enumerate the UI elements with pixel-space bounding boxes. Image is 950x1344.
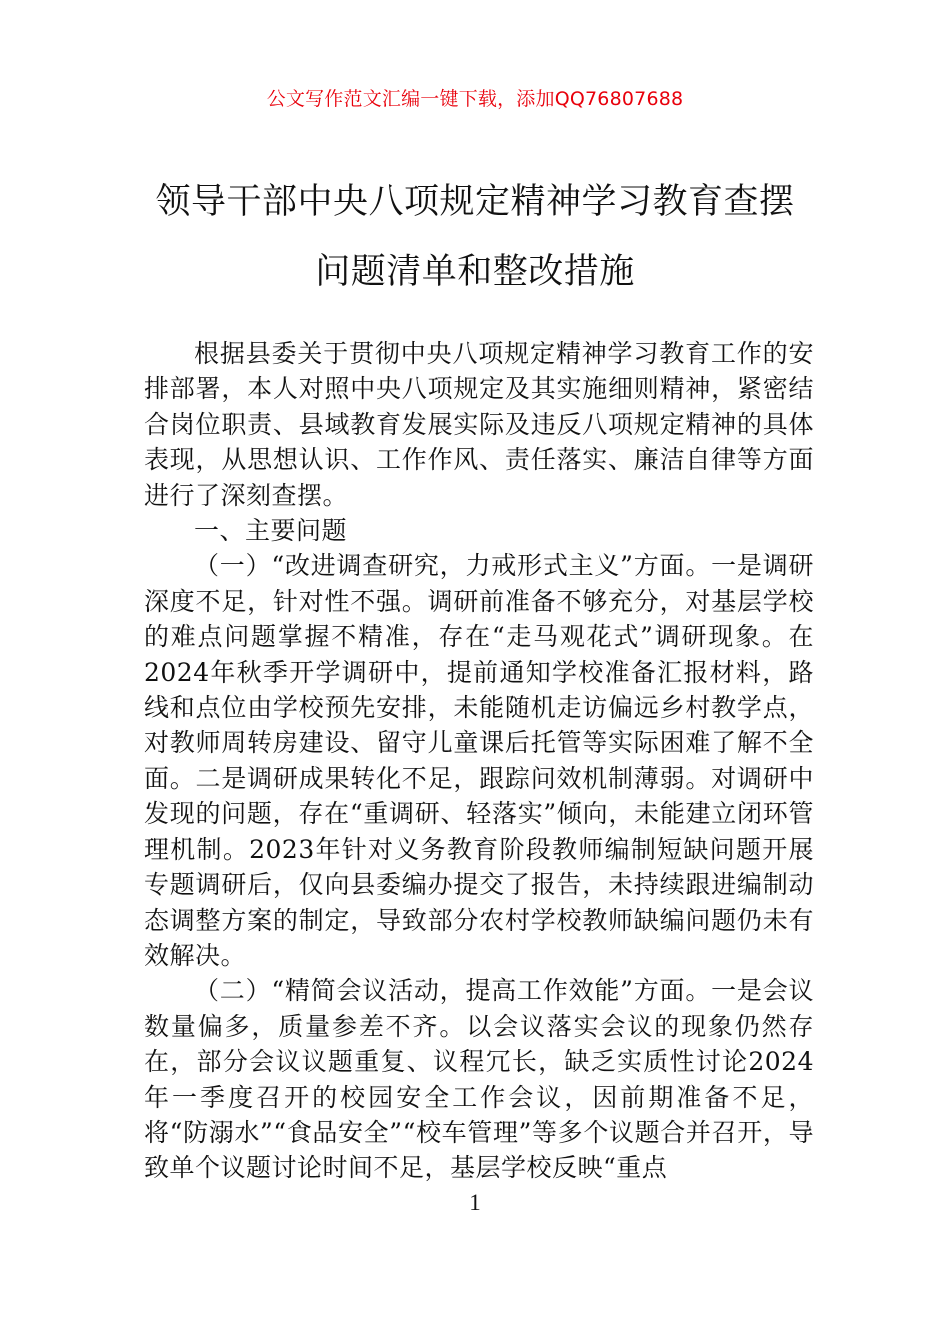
document-title-line-2: 问题清单和整改措施 — [315, 252, 635, 292]
document-body — [144, 336, 814, 1186]
header-download-note: 公文写作范文汇编一键下载，添加QQ76807688 — [266, 88, 684, 110]
intro-paragraph: 根据县委关于贯彻中央八项规定精神学习教育工作的安排部署，本人对照中央八项规定及其实施细则精神，紧密结合岗位职责、县域教育发展实际及违反八项规定精神的具体表现，从思想认识、工作作风、责任落实、廉洁自律等方面进行了深刻查摆。 — [144, 339, 814, 510]
document-title-line-1: 领导干部中央八项规定精神学习教育查摆 — [155, 182, 795, 222]
body-paragraph: （一）“改进调查研究，力戒形式主义”方面。一是调研深度不足，针对性不强。调研前准备不够充分，对基层学校的难点问题掌握不精准，存在“走马观花式”调研现象。在2024年秋季开学调研中，提前通知学校准备汇报材料，路线和点位由学校预先安排，未能随机走访偏远乡村教学点，对教师周转房建设、留守儿童课后托管等实际困难了解不全面。二是调研成果转化不足，跟踪问效机制薄弱。对调研中发现的问题，存在“重调研、轻落实”倾向，未能建立闭环管理机制。2023年针对义务教育阶段教师编制短缺问题开展专题调研后，仅向县委编办提交了报告，未持续跟进编制动态调整方案的制定，导致部分农村学校教师缺编问题仍未有效解决。 — [144, 551, 814, 970]
body-paragraph: （二）“精简会议活动，提高工作效能”方面。一是会议数量偏多，质量参差不齐。以会议落实会议的现象仍然存在，部分会议议题重复、议程冗长，缺乏实质性讨论2024年一季度召开的校园安全工作会议，因前期准备不足，将“防溺水”“食品安全”“校车管理”等多个议题合并召开，导致单个议题讨论时间不足，基层学校反映“重点 — [144, 976, 814, 1183]
page-number: 1 — [469, 1190, 481, 1215]
section-heading: 一、主要问题 — [194, 516, 348, 546]
